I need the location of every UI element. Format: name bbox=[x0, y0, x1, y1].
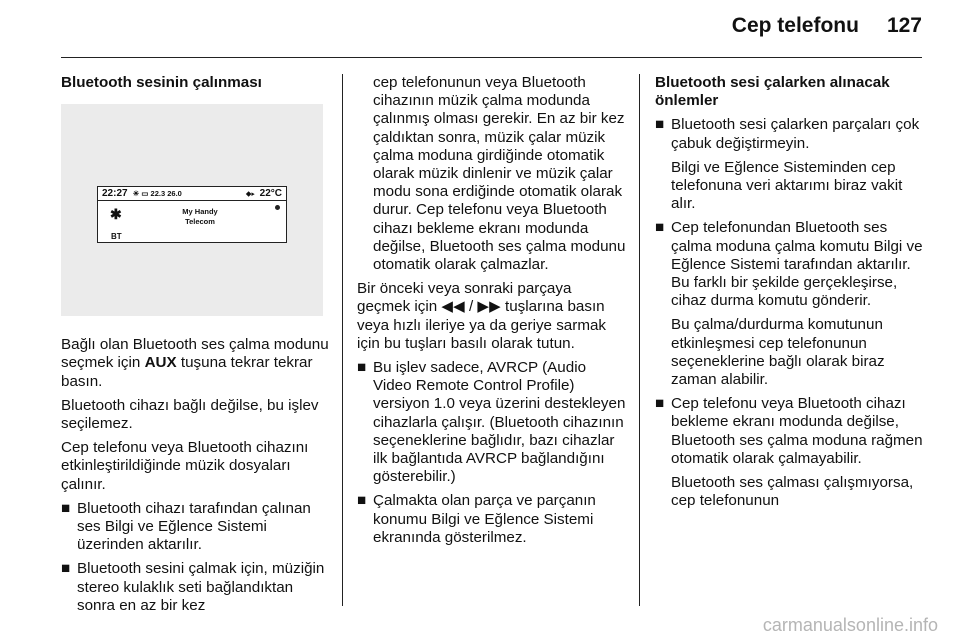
bullet-mark: ■ bbox=[655, 116, 665, 134]
bt-label: BT bbox=[111, 232, 122, 242]
bullet-subparagraph: Bilgi ve Eğlence Sisteminden cep telefonuna veri aktarımı biraz vakit alır. bbox=[671, 158, 903, 213]
paragraph: Bluetooth cihazı bağlı değilse, bu işlev seçilemez. bbox=[61, 396, 319, 433]
bullet-mark: ■ bbox=[655, 219, 665, 237]
paragraph: Cep telefonu veya Bluetooth cihazını etkinleştirildiğinde müzik dosyaları çalınır. bbox=[61, 439, 309, 493]
bullet-text: Bluetooth sesi çalarken parçaları çok çabuk değiştirmeyin. bbox=[671, 116, 920, 152]
bullet-text: Cep telefonundan Bluetooth ses çalma moduna çalma komutu Bilgi ve Eğlence Sistemi tarafından aktarılır. Bu farklı bir şekilde gerçekleşirse, cihaz durma komutu gönderir. bbox=[671, 219, 923, 310]
display-figure bbox=[61, 104, 323, 316]
page-number: 127 bbox=[886, 14, 922, 37]
text-span: Bağlı olan Bluetooth ses çalma modunu seçmek için bbox=[61, 336, 329, 372]
status-dot-icon bbox=[275, 205, 280, 210]
device-name-line1: My Handy bbox=[182, 207, 218, 217]
page-header bbox=[732, 14, 922, 38]
header-divider bbox=[61, 57, 922, 58]
device-name-line2: Telecom bbox=[185, 217, 215, 227]
bullet-item bbox=[357, 492, 627, 547]
display-status-small: ☀ ▭ 22.3 26.0 bbox=[132, 188, 182, 198]
section-heading: Bluetooth sesi çalarken alınacak önlemler bbox=[655, 74, 890, 110]
display-screen bbox=[97, 186, 287, 243]
column-2 bbox=[357, 74, 627, 553]
continued-paragraph: cep telefonunun veya Bluetooth cihazının müzik çalma modunda çalınmış olması gerekir. En az bir kez çaldıktan sonra, müzik çalar müzik çalma moduna girdiğinde otomatik olarak müzik dinlenir ve müzik çalar modu sona erdiğinde otomatik olarak durur. Cep telefonu veya Bluetooth cihazı bekleme ekranı modunda değilse, Bluetooth ses çalma modunu otomatik olarak çalmazlar. bbox=[373, 74, 626, 274]
text-span: tuşuna tekrar tekrar basın. bbox=[61, 354, 313, 390]
bullet-text: Cep telefonu veya Bluetooth cihazı bekleme ekranı modunda değilse, Bluetooth ses çalma moduna rağmen otomatik olarak çalmayabilir. bbox=[671, 395, 923, 467]
paragraph-aux bbox=[61, 336, 329, 391]
paragraph: Bir önceki veya sonraki parçaya geçmek için ◀◀ / ▶▶ tuşlarına basın veya hızlı ileriye ya da geriye sarmak için bu tuşları basılı olarak tutun. bbox=[357, 280, 607, 352]
bullet-subparagraph: Bluetooth ses çalması çalışmıyorsa, cep telefonunun bbox=[671, 474, 914, 510]
display-body bbox=[98, 201, 286, 241]
display-time: 22:27 bbox=[102, 187, 128, 199]
bullet-text: Çalmakta olan parça ve parçanın konumu Bilgi ve Eğlence Sistemi ekranında gösterilmez. bbox=[373, 492, 596, 546]
bullet-mark: ■ bbox=[357, 492, 367, 510]
display-arrows: ⬥▸ bbox=[246, 188, 255, 198]
bullet-text: Bu işlev sadece, AVRCP (Audio Video Remote Control Profile) versiyon 1.0 veya üzerini destekleyen cihazlarla çalışır. (Bluetooth cihazının seçeneklerine bağlıdır, bazı cihazlar ilk bağlantıda AVRCP bağlandığını gösterebilir.) bbox=[373, 359, 626, 486]
display-temperature: 22°C bbox=[259, 187, 282, 199]
display-status-bar bbox=[98, 187, 286, 201]
bullet-item bbox=[655, 219, 925, 310]
bullet-item bbox=[655, 395, 925, 468]
column-1 bbox=[61, 74, 329, 621]
bullet-text: Bluetooth cihazı tarafından çalınan ses Bilgi ve Eğlence Sistemi üzerinden aktarılır. bbox=[77, 499, 311, 554]
bullet-item bbox=[655, 116, 925, 152]
aux-key-label: AUX bbox=[144, 354, 177, 372]
watermark: carmanualsonline.info bbox=[762, 615, 938, 635]
section-heading: Bluetooth sesinin çalınması bbox=[61, 74, 262, 91]
page-title: Cep telefonu bbox=[731, 14, 859, 37]
column-3 bbox=[655, 74, 925, 516]
column-divider bbox=[342, 74, 343, 606]
bullet-item bbox=[61, 500, 329, 555]
bullet-mark: ■ bbox=[655, 395, 665, 413]
bullet-mark: ■ bbox=[61, 499, 71, 517]
column-divider bbox=[639, 74, 640, 606]
bluetooth-icon: ✱ bbox=[110, 206, 122, 223]
bullet-mark: ■ bbox=[357, 359, 367, 377]
bullet-item bbox=[61, 560, 329, 615]
device-name bbox=[170, 207, 230, 227]
bullet-mark: ■ bbox=[61, 560, 71, 578]
bullet-subparagraph: Bu çalma/durdurma komutunun etkinleşmesi cep telefonunun seçeneklerine bağlı olarak biraz zaman alabilir. bbox=[671, 316, 885, 389]
bullet-item bbox=[357, 359, 627, 486]
bullet-text: Bluetooth sesini çalmak için, müziğin stereo kulaklık seti bağlandıktan sonra en az bir kez bbox=[77, 560, 325, 614]
